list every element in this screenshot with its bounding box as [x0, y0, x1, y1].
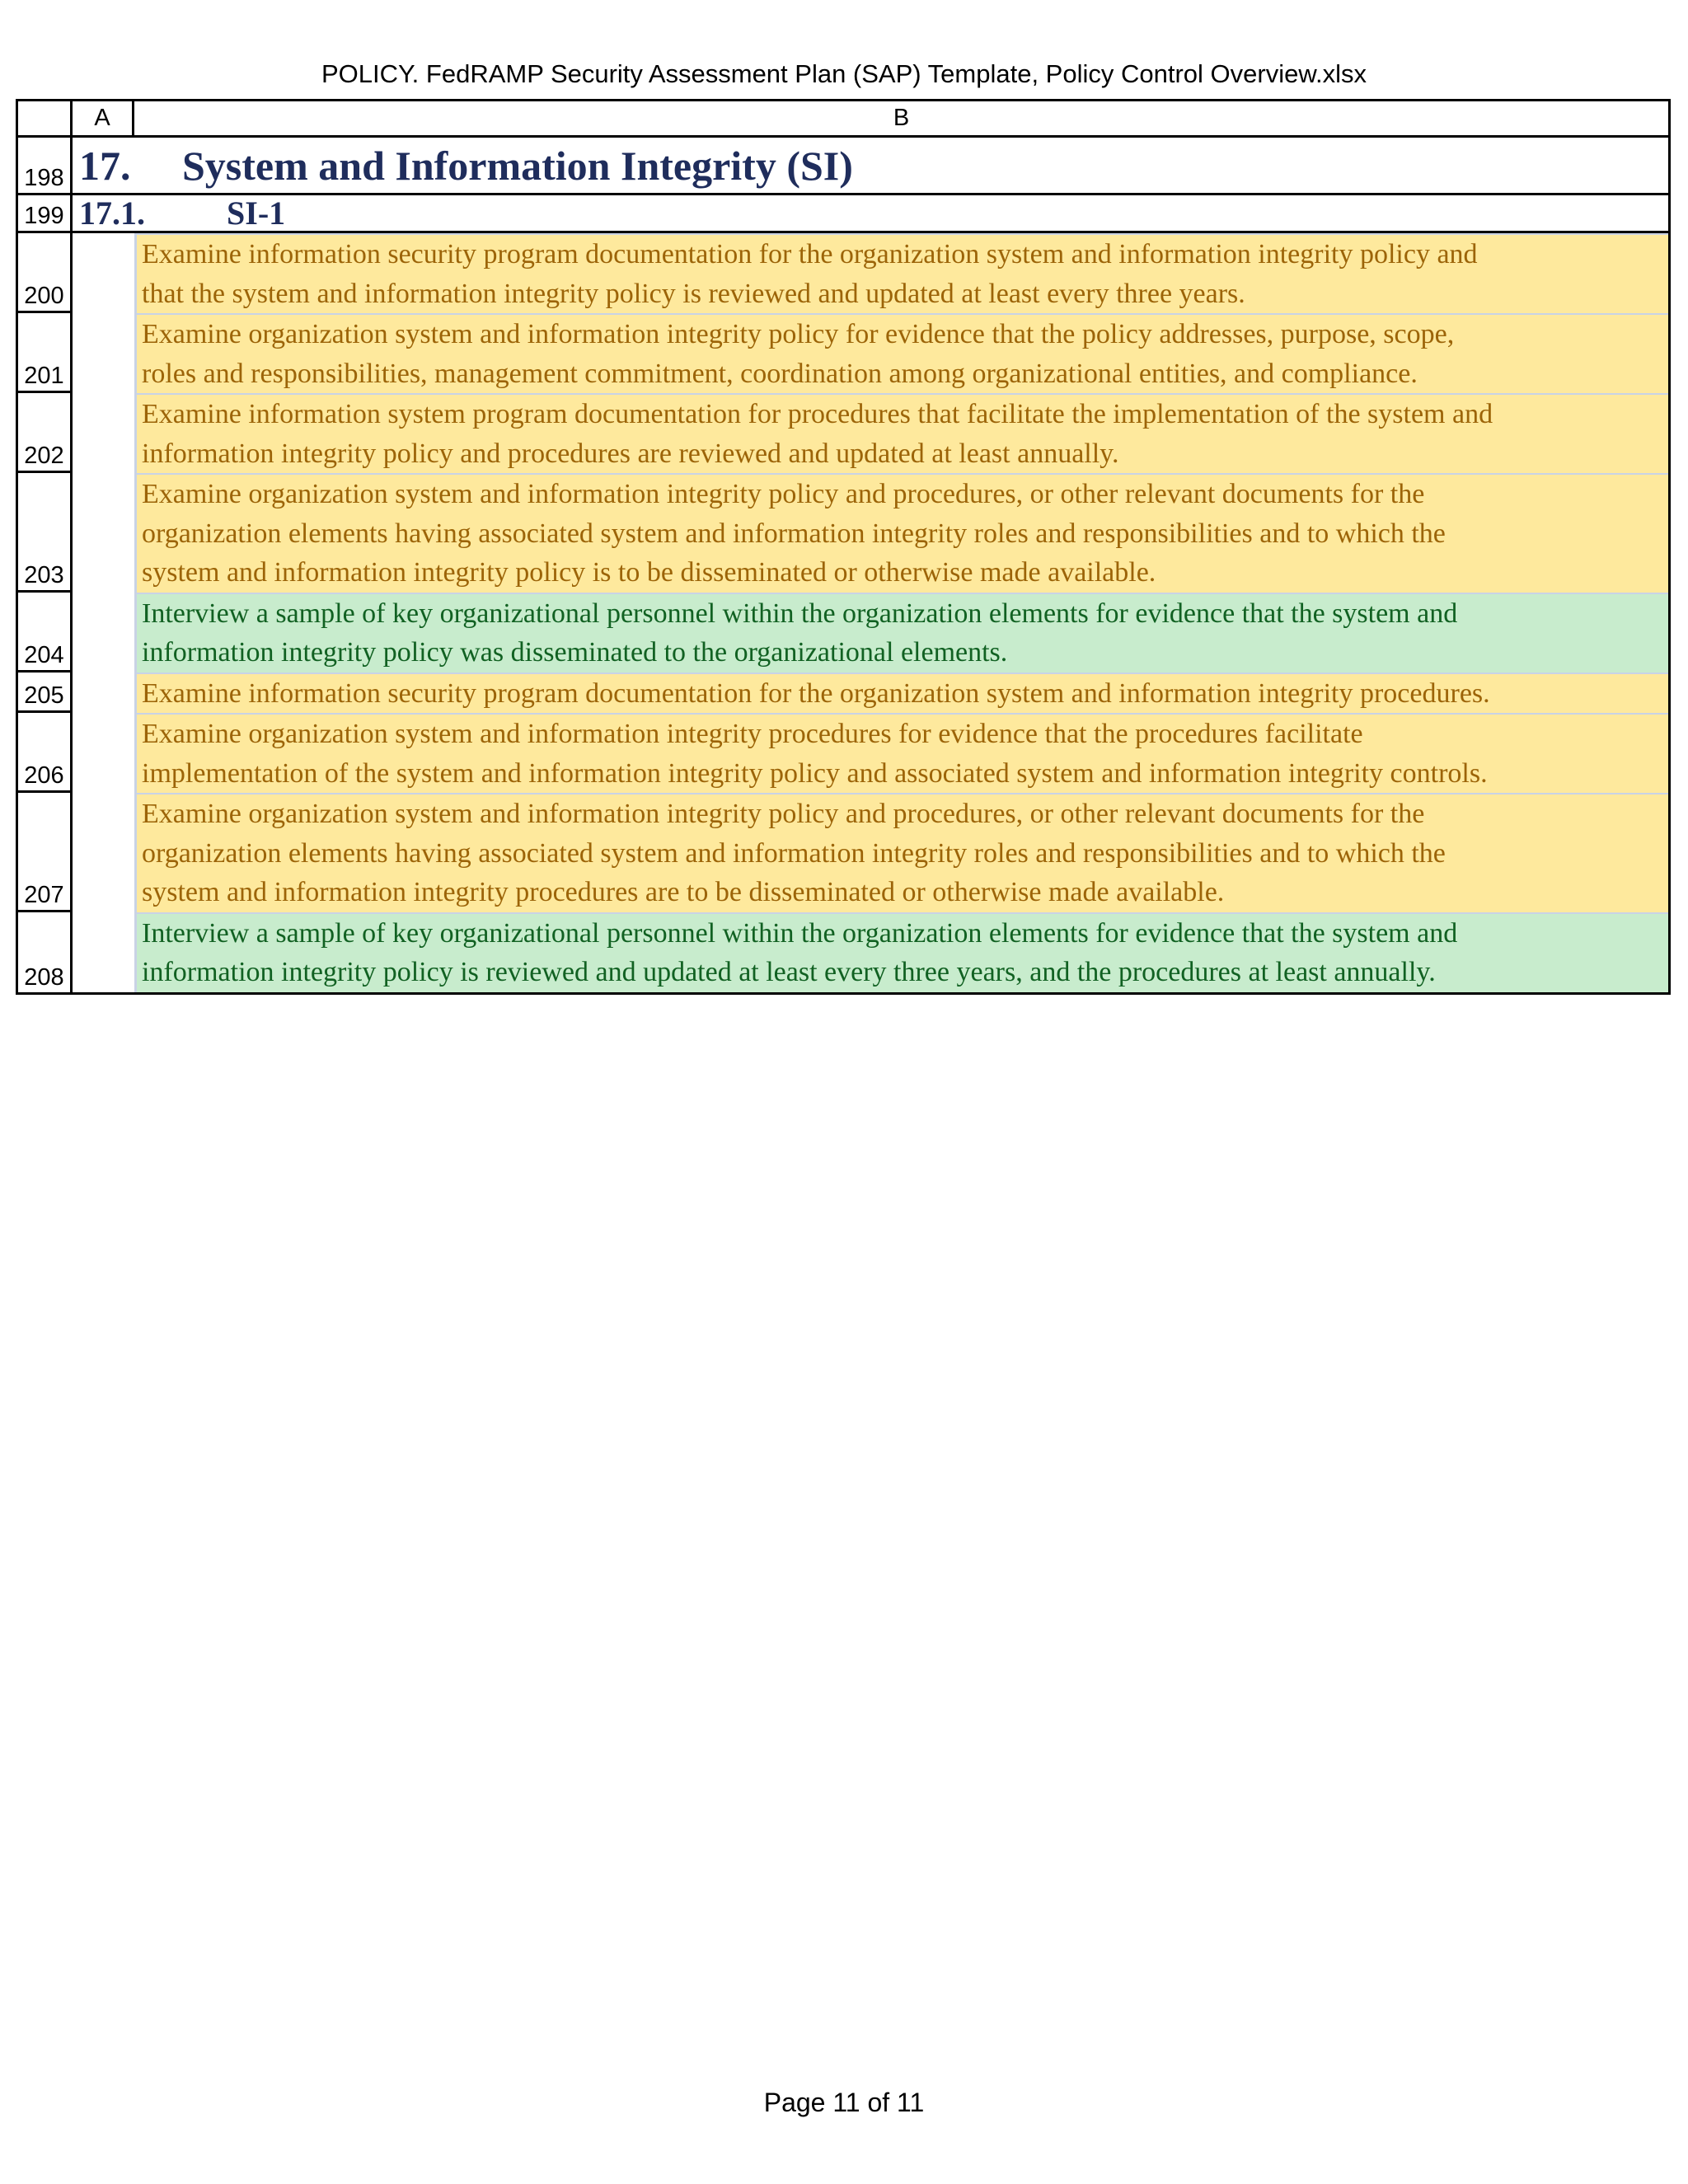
- subsection-number: 17.1.: [79, 194, 145, 232]
- procedure-text-line: Examine organization system and information integrity procedures for evidence that the procedures facilitate: [142, 719, 1363, 749]
- row-number: 202: [18, 393, 73, 473]
- procedure-text-line: organization elements having associated system and information integrity roles and responsibilities and to which the: [142, 518, 1446, 549]
- procedure-text-line: Interview a sample of key organizational personnel within the organization elements for evidence that the system and: [142, 598, 1458, 629]
- subsection-title: SI-1: [227, 194, 286, 232]
- procedure-text-line: system and information integrity policy is to be disseminated or otherwise made available.: [142, 557, 1156, 588]
- section-number: 17.: [79, 142, 131, 189]
- row-number: 205: [18, 673, 73, 714]
- row-number: 204: [18, 593, 73, 673]
- column-header-row: [18, 101, 1668, 138]
- row-number: 203: [18, 473, 73, 593]
- interview-procedure-cell: [134, 593, 1668, 673]
- column-a-cell: [73, 912, 134, 992]
- row-number: 198: [18, 138, 73, 193]
- procedure-text-line: organization elements having associated system and information integrity roles and responsibilities and to which the: [142, 837, 1446, 869]
- procedure-row: [18, 233, 1668, 313]
- row-number: 206: [18, 713, 73, 793]
- procedure-row: [18, 393, 1668, 473]
- interview-procedure-cell: [134, 912, 1668, 992]
- examine-procedure-cell: [134, 713, 1668, 793]
- procedure-text-line: Examine information security program documentation for the organization system and information integrity procedures.: [142, 677, 1490, 709]
- row-number: 201: [18, 313, 73, 393]
- procedure-text-line: information integrity policy and procedures are reviewed and updated at least annually.: [142, 438, 1119, 469]
- examine-procedure-cell: [134, 233, 1668, 313]
- procedure-text-line: Examine organization system and information integrity policy for evidence that the policy addresses, purpose, scope,: [142, 319, 1455, 349]
- column-a-cell: [73, 233, 134, 313]
- procedure-text-line: implementation of the system and information integrity policy and associated system and information integrity controls.: [142, 757, 1488, 789]
- section-title: System and Information Integrity (SI): [182, 142, 853, 189]
- procedure-text-line: information integrity policy was disseminated to the organizational elements.: [142, 637, 1008, 668]
- procedure-row: [18, 313, 1668, 393]
- examine-procedure-cell: [134, 313, 1668, 393]
- row-number: 199: [18, 195, 73, 231]
- column-a-cell: [73, 593, 134, 673]
- procedure-rows: [18, 233, 1668, 992]
- row-number: 207: [18, 793, 73, 912]
- corner-cell: [18, 101, 73, 135]
- procedure-text-line: Examine information security program documentation for the organization system and information integrity policy and: [142, 239, 1478, 269]
- procedure-row: [18, 473, 1668, 593]
- procedure-text-line: roles and responsibilities, management commitment, coordination among organizational entities, and compliance.: [142, 358, 1418, 389]
- examine-procedure-cell: [134, 473, 1668, 593]
- examine-procedure-cell: [134, 393, 1668, 473]
- column-a-cell: [73, 713, 134, 793]
- heading-row-section: [18, 138, 1668, 195]
- procedure-text-line: Examine information system program documentation for procedures that facilitate the implementation of the system and: [142, 399, 1493, 429]
- column-a-cell: [73, 473, 134, 593]
- document-header: POLICY. FedRAMP Security Assessment Plan (SAP) Template, Policy Control Overview.xlsx: [321, 59, 1367, 88]
- column-header-b: B: [893, 105, 910, 131]
- procedure-row: [18, 673, 1668, 714]
- procedure-text-line: Examine organization system and information integrity policy and procedures, or other relevant documents for the: [142, 479, 1425, 509]
- column-a-cell: [73, 313, 134, 393]
- procedure-row: [18, 912, 1668, 992]
- procedure-text-line: Examine organization system and information integrity policy and procedures, or other relevant documents for the: [142, 799, 1425, 829]
- procedure-row: [18, 793, 1668, 912]
- spreadsheet-grid: [16, 99, 1671, 995]
- examine-procedure-cell: [134, 793, 1668, 912]
- heading-row-subsection: [18, 195, 1668, 233]
- row-number: 208: [18, 912, 73, 992]
- column-header-a: A: [73, 101, 134, 135]
- procedure-text-line: Interview a sample of key organizational personnel within the organization elements for evidence that the system and: [142, 917, 1458, 949]
- subsection-heading: [73, 195, 285, 231]
- procedure-row: [18, 593, 1668, 673]
- column-a-cell: [73, 673, 134, 714]
- column-a-cell: [73, 393, 134, 473]
- procedure-text-line: that the system and information integrity policy is reviewed and updated at least every three years.: [142, 278, 1245, 309]
- examine-procedure-cell: [134, 673, 1668, 714]
- column-a-cell: [73, 793, 134, 912]
- procedure-text-line: system and information integrity procedures are to be disseminated or otherwise made available.: [142, 877, 1225, 907]
- section-heading: [73, 138, 853, 193]
- row-number: 200: [18, 233, 73, 313]
- procedure-text-line: information integrity policy is reviewed and updated at least every three years, and the procedures at least annually.: [142, 957, 1436, 987]
- page-footer: Page 11 of 11: [763, 2088, 925, 2117]
- procedure-row: [18, 713, 1668, 793]
